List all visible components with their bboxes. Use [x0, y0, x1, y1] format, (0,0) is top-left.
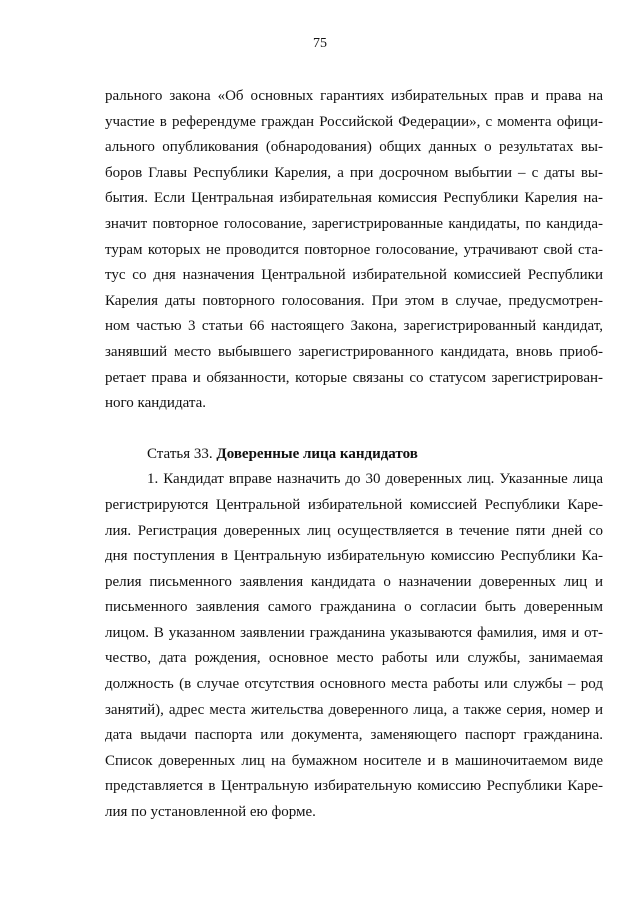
text-line: дня поступления в Центральную избирательную комиссию Республики Ка-: [105, 548, 603, 565]
paragraph-gap: [105, 417, 603, 442]
article-title: Доверенные лица кандидатов: [216, 445, 418, 462]
text-line: дата выдачи паспорта или документа, заменяющего паспорт гражданина.: [105, 727, 603, 744]
article-paragraph-1: [105, 467, 603, 825]
article-heading: [105, 442, 603, 468]
text-line: лия. Регистрация доверенных лиц осуществляется в течение пяти дней со: [105, 522, 603, 539]
text-line: турам которых не проводится повторное голосование, утрачивают свой ста-: [105, 241, 603, 258]
text-line: ретает права и обязанности, которые связаны со статусом зарегистрирован-: [105, 369, 603, 386]
text-line: ного кандидата.: [105, 395, 207, 412]
text-line: должность (в случае отсутствия основного места работы или службы – род: [105, 676, 603, 693]
text-line: чество, дата рождения, основное место работы или службы, занимаемая: [105, 650, 603, 667]
text-line: занявший место выбывшего зарегистрированного кандидата, вновь приоб-: [105, 343, 603, 360]
text-line: боров Главы Республики Карелия, а при досрочном выбытии – с даты вы-: [105, 164, 603, 181]
text-line: бытия. Если Центральная избирательная комиссия Республики Карелия на-: [105, 190, 603, 207]
text-line: лия по установленной ею форме.: [105, 804, 316, 821]
text-line: Список доверенных лиц на бумажном носителе и в машиночитаемом виде: [105, 752, 603, 769]
text-line: регистрируются Центральной избирательной комиссией Республики Каре-: [105, 496, 603, 513]
text-line: ального опубликования (обнародования) общих данных о результатах вы-: [105, 139, 603, 156]
text-line: занятий), адрес места жительства доверенного лица, а также серия, номер и: [105, 701, 603, 718]
text-line: Карелия даты повторного голосования. При этом в случае, предусмотрен-: [105, 292, 603, 309]
text-line: рального закона «Об основных гарантиях избирательных прав и права на: [105, 88, 603, 104]
page-number: 75: [313, 36, 327, 51]
text-line: участие в референдуме граждан Российской Федерации», с момента офици-: [105, 113, 603, 130]
text-line: 1. Кандидат вправе назначить до 30 доверенных лиц. Указанные лица: [147, 471, 603, 488]
article-number: Статья 33.: [147, 445, 213, 462]
document-body: [105, 84, 603, 826]
text-line: релия письменного заявления кандидата о назначении доверенных лиц и: [105, 573, 603, 590]
text-line: тус со дня назначения Центральной избирательной комиссией Республики: [105, 267, 603, 284]
text-line: лицом. В указанном заявлении гражданина указываются фамилия, имя и от-: [105, 624, 603, 641]
text-line: значит повторное голосование, зарегистрированные кандидаты, по кандида-: [105, 215, 603, 232]
text-line: представляется в Центральную избирательную комиссию Республики Каре-: [105, 778, 603, 795]
text-line: ном частью 3 статьи 66 настоящего Закона, зарегистрированный кандидат,: [105, 318, 603, 335]
paragraph-continuation: [105, 84, 603, 417]
text-line: письменного заявления самого гражданина о согласии быть доверенным: [105, 599, 603, 616]
